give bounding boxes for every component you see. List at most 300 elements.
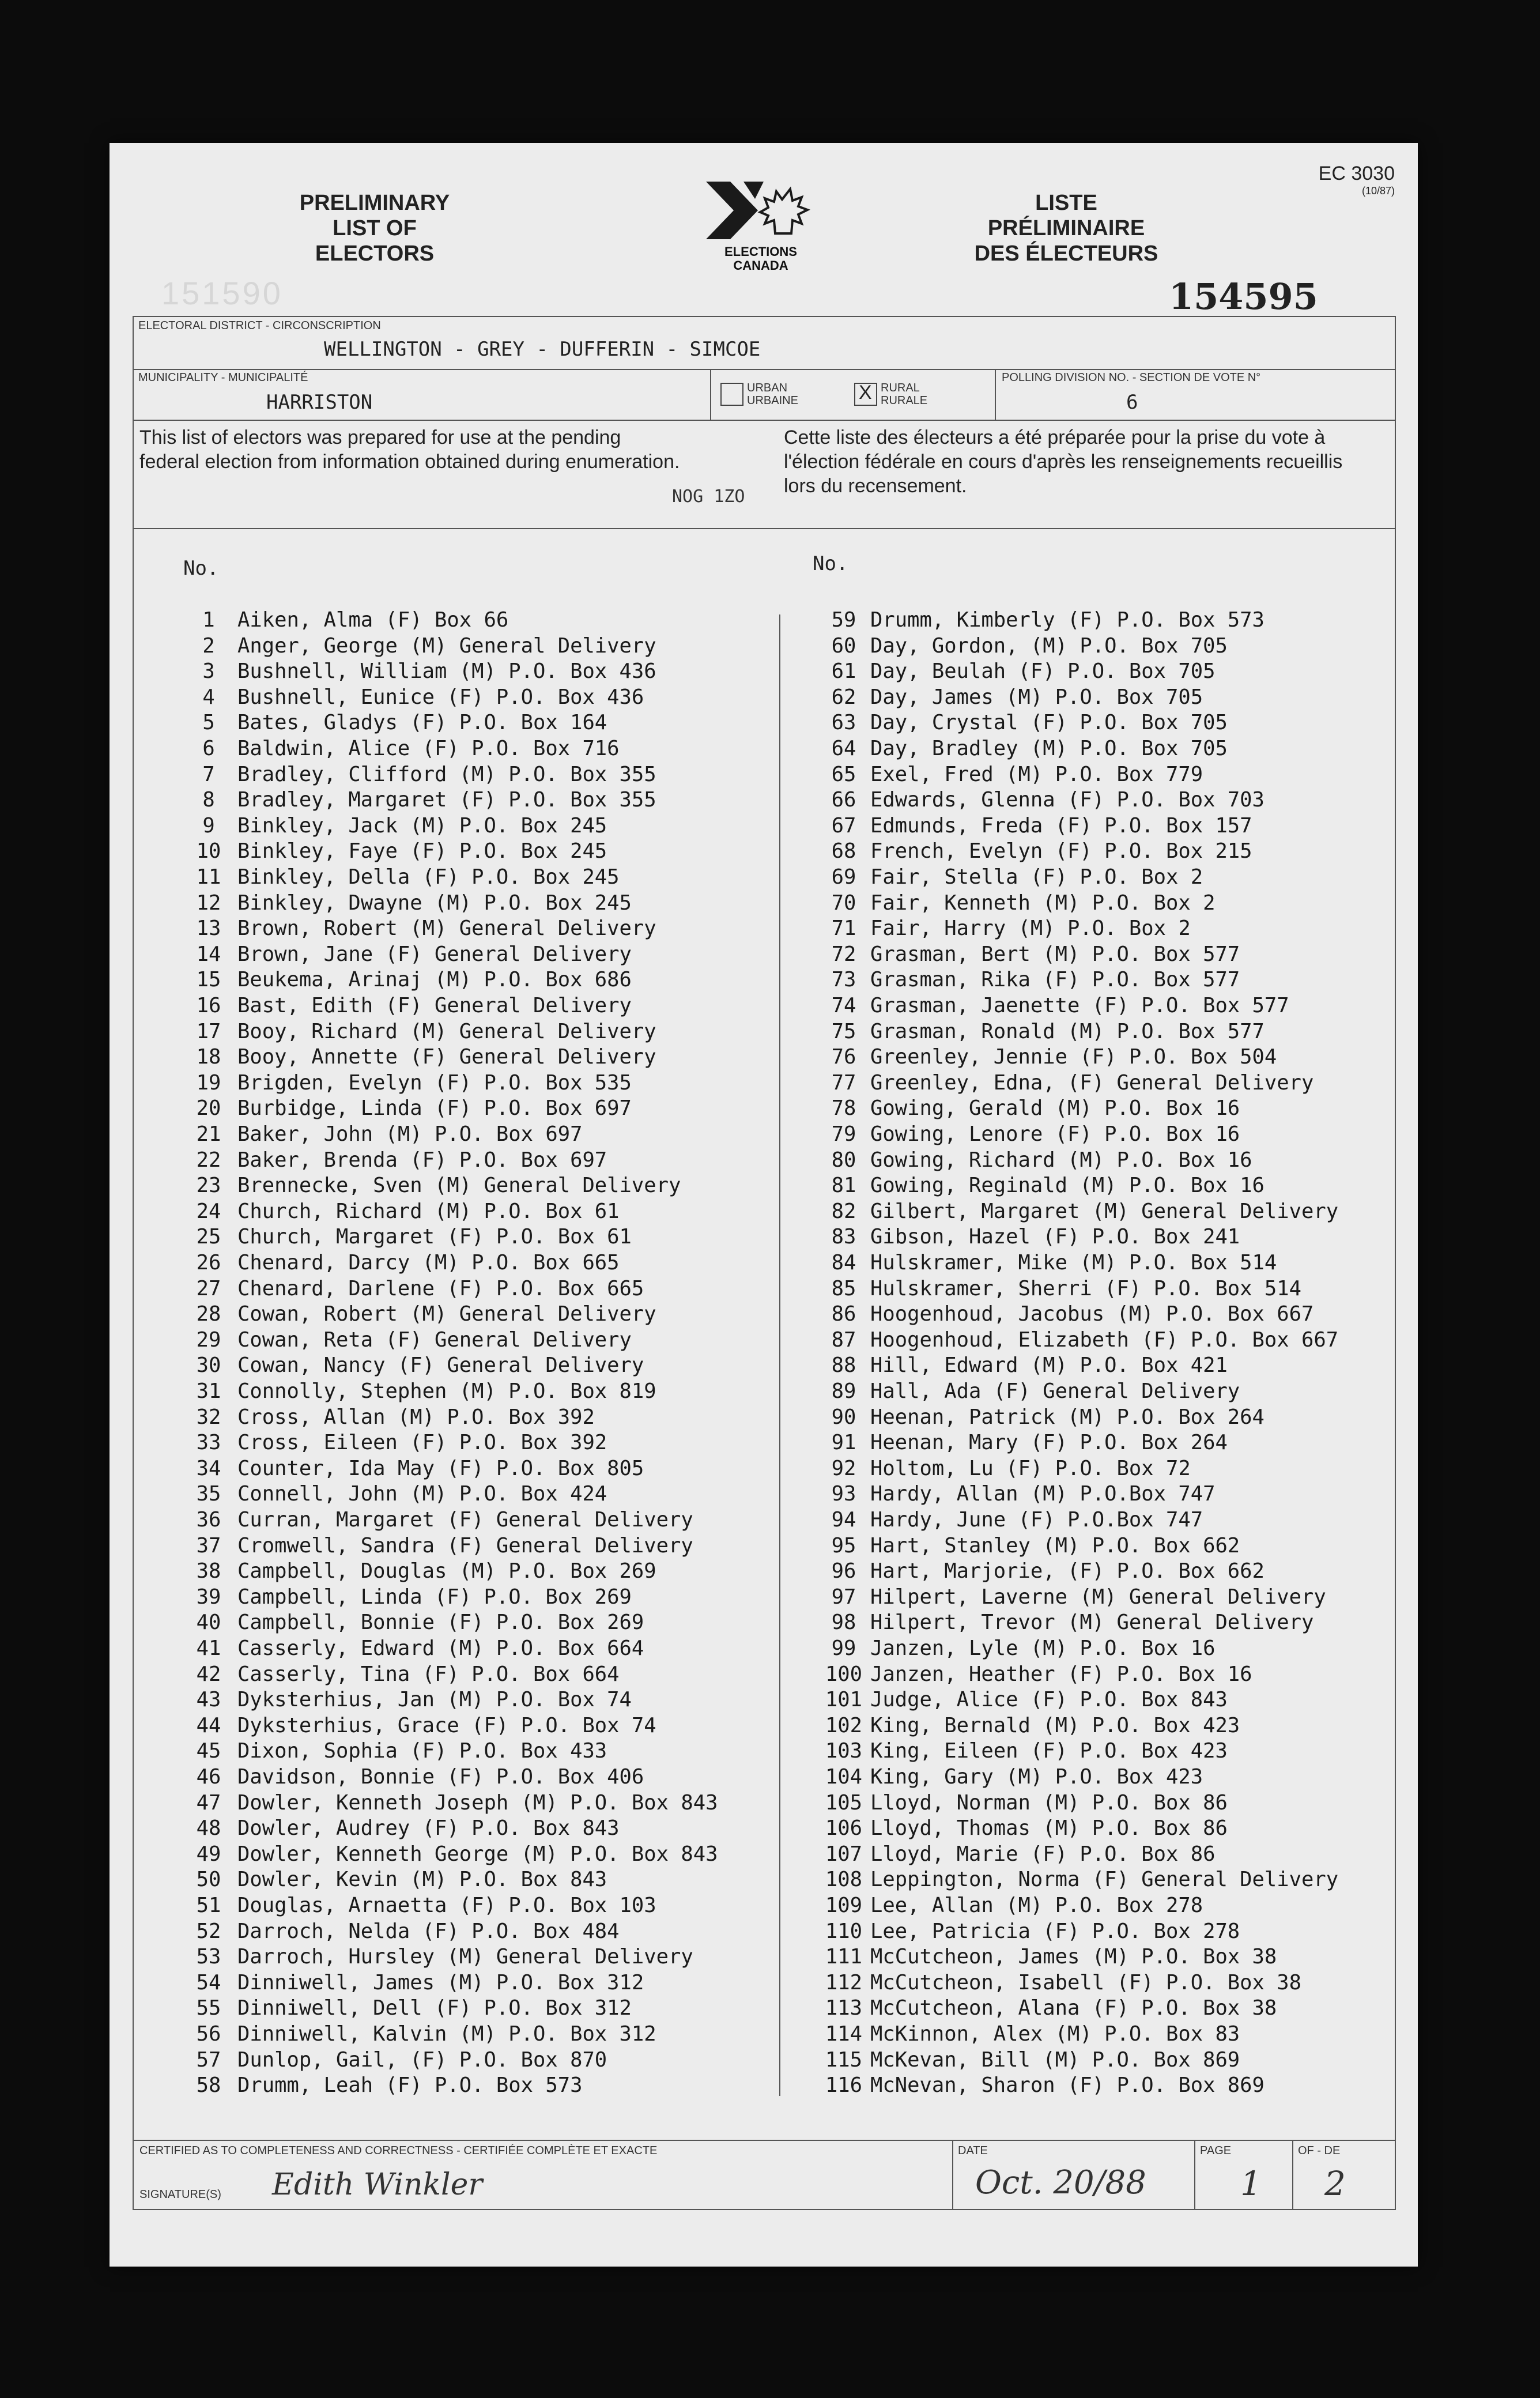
elector-entry: Lee, Allan (M) P.O. Box 278 — [870, 1894, 1203, 1917]
elections-canada-x-leaf-icon — [700, 179, 821, 242]
right-column-header: No. — [813, 552, 848, 575]
elector-entry: Cross, Allan (M) P.O. Box 392 — [237, 1405, 595, 1429]
elector-number: 32 — [196, 1405, 221, 1429]
elector-entry: Judge, Alice (F) P.O. Box 843 — [870, 1688, 1228, 1712]
elector-entry: Aiken, Alma (F) Box 66 — [237, 608, 509, 632]
elector-number: 7 — [202, 762, 215, 786]
elector-row — [817, 787, 1265, 813]
elector-number: 80 — [831, 1148, 856, 1172]
urban-checkbox[interactable] — [720, 383, 743, 406]
elector-number: 103 — [825, 1739, 863, 1763]
elector-entry: Gowing, Richard (M) P.O. Box 16 — [870, 1148, 1252, 1172]
district-value: WELLINGTON - GREY - DUFFERIN - SIMCOE — [324, 338, 761, 361]
elector-entry: Dinniwell, Kalvin (M) P.O. Box 312 — [237, 2022, 656, 2046]
elector-entry: Holtom, Lu (F) P.O. Box 72 — [870, 1456, 1191, 1480]
date-value: Oct. 20/88 — [975, 2164, 1146, 2201]
elector-entry: Cowan, Robert (M) General Delivery — [237, 1302, 656, 1326]
elector-number: 81 — [831, 1174, 856, 1198]
elector-entry: King, Eileen (F) P.O. Box 423 — [870, 1739, 1228, 1763]
elector-number: 95 — [831, 1533, 856, 1558]
elector-row — [180, 659, 656, 684]
elector-entry: Hart, Marjorie, (F) P.O. Box 662 — [870, 1559, 1265, 1583]
elector-row — [180, 1610, 644, 1635]
elector-row — [817, 1996, 1277, 2021]
elector-number: 97 — [831, 1585, 856, 1609]
elector-row — [180, 1019, 656, 1045]
elector-row — [817, 685, 1203, 710]
elector-row — [817, 891, 1215, 916]
elector-row — [180, 1302, 656, 1327]
elector-row — [817, 1353, 1228, 1378]
elector-number: 75 — [831, 1019, 856, 1043]
elector-row — [180, 1970, 644, 1996]
elector-row — [817, 993, 1289, 1019]
of-label: OF - DE — [1298, 2144, 1341, 2157]
elector-number: 108 — [825, 1868, 863, 1892]
elector-row — [180, 787, 656, 813]
elector-number: 37 — [196, 1533, 221, 1558]
elector-entry: Janzen, Heather (F) P.O. Box 16 — [870, 1662, 1252, 1686]
elector-number: 111 — [825, 1945, 863, 1969]
elector-entry: Hart, Stanley (M) P.O. Box 662 — [870, 1533, 1240, 1558]
elector-row — [817, 710, 1228, 736]
elector-entry: Cromwell, Sandra (F) General Delivery — [237, 1533, 693, 1558]
elector-number: 61 — [831, 659, 856, 684]
elector-number: 62 — [831, 685, 856, 709]
elector-row — [180, 1636, 644, 1661]
elector-entry: Campbell, Bonnie (F) P.O. Box 269 — [237, 1611, 644, 1635]
elector-entry: Dowler, Kenneth George (M) P.O. Box 843 — [237, 1842, 718, 1866]
elector-row — [817, 1636, 1215, 1661]
signature: Edith Winkler — [272, 2167, 483, 2202]
elector-number: 51 — [196, 1894, 221, 1917]
elector-entry: McKevan, Bill (M) P.O. Box 869 — [870, 2048, 1240, 2072]
rural-checkbox[interactable]: X — [854, 383, 877, 406]
left-column-header: No. — [183, 557, 219, 580]
elector-row — [180, 1070, 632, 1096]
rural-label — [881, 382, 927, 407]
elector-row — [180, 1224, 632, 1250]
elector-number: 21 — [196, 1122, 221, 1146]
elector-number: 31 — [196, 1379, 221, 1403]
elector-entry: Janzen, Lyle (M) P.O. Box 16 — [870, 1637, 1216, 1660]
elector-entry: Cross, Eileen (F) P.O. Box 392 — [237, 1431, 607, 1455]
elector-entry: Dyksterhius, Jan (M) P.O. Box 74 — [237, 1688, 632, 1712]
elector-entry: Campbell, Linda (F) P.O. Box 269 — [237, 1585, 632, 1609]
elector-row — [817, 1276, 1301, 1302]
elector-row — [817, 659, 1215, 684]
elector-entry: Grasman, Bert (M) P.O. Box 577 — [870, 942, 1240, 966]
elector-number: 43 — [196, 1688, 221, 1712]
elector-entry: King, Bernald (M) P.O. Box 423 — [870, 1713, 1240, 1737]
elector-entry: Hilpert, Laverne (M) General Delivery — [870, 1585, 1326, 1609]
elector-row — [817, 634, 1228, 659]
elector-row — [180, 1276, 644, 1302]
elector-row — [180, 1585, 632, 1610]
elector-row — [817, 736, 1228, 761]
elector-number: 104 — [825, 1765, 863, 1789]
elector-row — [180, 1919, 620, 1944]
elector-number: 73 — [831, 968, 856, 992]
elector-number: 91 — [831, 1431, 856, 1455]
logo-text: ELECTIONS — [724, 244, 797, 259]
elector-number: 17 — [196, 1019, 221, 1043]
elector-entry: Booy, Annette (F) General Delivery — [237, 1045, 656, 1069]
elector-row — [817, 1224, 1240, 1250]
elector-number: 76 — [831, 1045, 856, 1069]
elector-number: 20 — [196, 1096, 221, 1121]
rural-label-fr: RURALE — [881, 394, 928, 407]
elector-entry: Lloyd, Marie (F) P.O. Box 86 — [870, 1842, 1216, 1866]
elector-row — [180, 2048, 607, 2073]
elector-row — [817, 2022, 1240, 2047]
elector-number: 48 — [196, 1816, 221, 1841]
elector-entry: McKinnon, Alex (M) P.O. Box 83 — [870, 2022, 1240, 2046]
elector-row — [180, 1405, 595, 1430]
elector-number: 82 — [831, 1199, 856, 1223]
elector-row — [817, 1122, 1240, 1147]
elector-number: 45 — [196, 1739, 221, 1763]
elector-number: 5 — [202, 711, 215, 735]
elector-number: 25 — [196, 1225, 221, 1249]
elector-row — [817, 1173, 1265, 1198]
elector-number: 69 — [831, 865, 856, 889]
elector-number: 94 — [831, 1508, 856, 1532]
elector-number: 116 — [825, 2073, 863, 2098]
elector-row — [817, 1481, 1215, 1507]
electors-list — [134, 529, 1395, 2140]
title-fr-line: DES ÉLECTEURS — [974, 242, 1158, 266]
elector-row — [180, 967, 632, 993]
elector-entry: Church, Margaret (F) P.O. Box 61 — [237, 1225, 632, 1249]
elector-entry: Leppington, Norma (F) General Delivery — [870, 1868, 1339, 1892]
elector-entry: Fair, Harry (M) P.O. Box 2 — [870, 917, 1191, 941]
elector-row — [180, 1045, 656, 1070]
elector-number: 41 — [196, 1637, 221, 1660]
elector-number: 68 — [831, 839, 856, 864]
elector-number: 74 — [831, 994, 856, 1017]
elector-entry: Chenard, Darcy (M) P.O. Box 665 — [237, 1251, 620, 1275]
elector-entry: Bushnell, William (M) P.O. Box 436 — [237, 659, 656, 684]
elector-number: 58 — [196, 2073, 221, 2098]
date-label: DATE — [958, 2144, 988, 2157]
elector-number: 18 — [196, 1045, 221, 1069]
elector-row — [180, 1199, 620, 1224]
elector-number: 28 — [196, 1302, 221, 1326]
elector-entry: Hulskramer, Mike (M) P.O. Box 514 — [870, 1251, 1277, 1275]
elector-entry: Dunlop, Gail, (F) P.O. Box 870 — [237, 2048, 607, 2072]
elector-entry: Hardy, June (F) P.O.Box 747 — [870, 1508, 1203, 1532]
elector-row — [817, 762, 1203, 787]
elector-number: 67 — [831, 813, 856, 838]
form-code-number: EC 3030 — [1318, 163, 1395, 184]
elector-entry: Day, James (M) P.O. Box 705 — [870, 685, 1203, 709]
elector-number: 101 — [825, 1688, 863, 1712]
polling-division-label: POLLING DIVISION NO. - SECTION DE VOTE N° — [1002, 371, 1261, 384]
elector-number: 84 — [831, 1251, 856, 1275]
elector-number: 56 — [196, 2022, 221, 2046]
elector-entry: McCutcheon, Isabell (F) P.O. Box 38 — [870, 1970, 1302, 1994]
elector-entry: Lee, Patricia (F) P.O. Box 278 — [870, 1919, 1240, 1943]
elector-row — [180, 1893, 656, 1918]
elector-number: 88 — [831, 1353, 856, 1378]
elector-entry: Grasman, Ronald (M) P.O. Box 577 — [870, 1019, 1265, 1043]
elector-number: 83 — [831, 1225, 856, 1249]
elector-row — [817, 1199, 1338, 1224]
municipality-value: HARRISTON — [266, 391, 373, 414]
elector-number: 102 — [825, 1713, 863, 1737]
elector-entry: Gowing, Reginald (M) P.O. Box 16 — [870, 1174, 1265, 1198]
elector-entry: Hill, Edward (M) P.O. Box 421 — [870, 1353, 1228, 1378]
elector-row — [180, 865, 620, 890]
elector-row — [817, 1096, 1240, 1121]
form-revision: (10/87) — [1361, 185, 1395, 197]
elector-row — [180, 685, 644, 710]
elector-row — [180, 710, 607, 736]
postal-code: NOG 1ZO — [672, 487, 745, 507]
elector-row — [817, 1764, 1203, 1790]
elector-number: 46 — [196, 1765, 221, 1789]
elector-number: 44 — [196, 1713, 221, 1737]
divider — [1194, 2141, 1195, 2209]
elector-row — [817, 1893, 1203, 1918]
elector-number: 3 — [202, 659, 215, 684]
elector-entry: Hardy, Allan (M) P.O.Box 747 — [870, 1482, 1216, 1506]
elector-number: 54 — [196, 1970, 221, 1994]
title-en-line: PRELIMINARY — [299, 191, 450, 215]
elector-number: 106 — [825, 1816, 863, 1841]
elector-number: 113 — [825, 1996, 863, 2020]
elector-row — [817, 1944, 1277, 1970]
elector-entry: Hall, Ada (F) General Delivery — [870, 1379, 1240, 1403]
elector-number: 114 — [825, 2022, 863, 2046]
elector-row — [180, 1173, 681, 1198]
elector-row — [817, 1250, 1277, 1276]
elector-number: 8 — [202, 788, 215, 812]
elector-number: 9 — [202, 813, 215, 838]
elector-entry: Bradley, Clifford (M) P.O. Box 355 — [237, 762, 656, 786]
elector-row — [180, 1353, 644, 1378]
elector-entry: McNevan, Sharon (F) P.O. Box 869 — [870, 2073, 1265, 2098]
certified-label: CERTIFIED AS TO COMPLETENESS AND CORRECTNESS - CERTIFIÉE COMPLÈTE ET EXACTE — [139, 2144, 658, 2157]
notice-english: This list of electors was prepared for use at the pending federal election from information obtained during enumeration. — [139, 427, 680, 473]
elector-entry: Curran, Margaret (F) General Delivery — [237, 1508, 693, 1532]
district-label: ELECTORAL DISTRICT - CIRCONSCRIPTION — [138, 319, 381, 332]
elector-number: 47 — [196, 1790, 221, 1815]
district-row — [134, 317, 1395, 370]
elector-number: 23 — [196, 1174, 221, 1198]
title-en-line: ELECTORS — [315, 242, 435, 266]
elector-row — [817, 813, 1252, 839]
elector-row — [180, 1379, 656, 1404]
elections-canada-logo — [697, 179, 824, 277]
elector-row — [180, 942, 632, 967]
elector-entry: Dixon, Sophia (F) P.O. Box 433 — [237, 1739, 607, 1763]
elector-entry: Baker, Brenda (F) P.O. Box 697 — [237, 1148, 607, 1172]
notice-row — [134, 420, 1395, 529]
elector-row — [817, 967, 1240, 993]
elector-entry: Gibson, Hazel (F) P.O. Box 241 — [870, 1225, 1240, 1249]
elector-row — [180, 1713, 656, 1739]
elector-number: 11 — [196, 865, 221, 889]
elector-entry: Dinniwell, Dell (F) P.O. Box 312 — [237, 1996, 632, 2020]
elector-row — [180, 813, 607, 839]
elector-row — [180, 839, 607, 864]
polling-division-value: 6 — [1126, 391, 1138, 414]
elector-entry: McCutcheon, Alana (F) P.O. Box 38 — [870, 1996, 1277, 2020]
page-label: PAGE — [1200, 2144, 1232, 2157]
elector-row — [817, 1045, 1277, 1070]
elector-entry: Connolly, Stephen (M) P.O. Box 819 — [237, 1379, 656, 1403]
elector-number: 89 — [831, 1379, 856, 1403]
elector-row — [180, 1790, 718, 1816]
elector-row — [817, 1919, 1240, 1944]
elector-entry: Gowing, Gerald (M) P.O. Box 16 — [870, 1096, 1240, 1121]
elector-entry: Drumm, Leah (F) P.O. Box 573 — [237, 2073, 583, 2098]
elector-row — [817, 1379, 1240, 1404]
elector-number: 109 — [825, 1894, 863, 1917]
elector-row — [817, 1842, 1215, 1867]
elector-number: 36 — [196, 1508, 221, 1532]
elector-row — [817, 1019, 1265, 1045]
elector-row — [180, 1456, 644, 1481]
elector-number: 110 — [825, 1919, 863, 1943]
elector-entry: Baker, John (M) P.O. Box 697 — [237, 1122, 583, 1146]
elector-row — [180, 762, 656, 787]
elector-number: 39 — [196, 1585, 221, 1609]
elector-number: 49 — [196, 1842, 221, 1866]
elector-row — [180, 1559, 656, 1584]
elector-row — [817, 1507, 1203, 1533]
elector-entry: Casserly, Edward (M) P.O. Box 664 — [237, 1637, 644, 1660]
elector-row — [817, 1816, 1228, 1841]
elector-number: 13 — [196, 917, 221, 941]
elector-number: 112 — [825, 1970, 863, 1994]
title-en-line: LIST OF — [333, 216, 417, 240]
elector-number: 96 — [831, 1559, 856, 1583]
elector-entry: Heenan, Mary (F) P.O. Box 264 — [870, 1431, 1228, 1455]
elector-number: 12 — [196, 891, 221, 915]
elector-entry: Brennecke, Sven (M) General Delivery — [237, 1174, 681, 1198]
elector-number: 92 — [831, 1456, 856, 1480]
elector-entry: Gilbert, Margaret (M) General Delivery — [870, 1199, 1339, 1223]
elector-number: 53 — [196, 1945, 221, 1969]
elector-row — [817, 1559, 1265, 1584]
certification-footer — [134, 2140, 1395, 2209]
elector-entry: McCutcheon, James (M) P.O. Box 38 — [870, 1945, 1277, 1969]
elector-entry: French, Evelyn (F) P.O. Box 215 — [870, 839, 1252, 864]
elector-entry: Darroch, Hursley (M) General Delivery — [237, 1945, 693, 1969]
elector-entry: Day, Bradley (M) P.O. Box 705 — [870, 737, 1228, 760]
elector-entry: Fair, Kenneth (M) P.O. Box 2 — [870, 891, 1216, 915]
elector-number: 79 — [831, 1122, 856, 1146]
elector-entry: Cowan, Nancy (F) General Delivery — [237, 1353, 644, 1378]
elector-number: 70 — [831, 891, 856, 915]
elector-row — [817, 1713, 1240, 1739]
divider — [952, 2141, 953, 2209]
elector-number: 85 — [831, 1276, 856, 1300]
elector-number: 90 — [831, 1405, 856, 1429]
urban-label — [747, 382, 798, 407]
elector-row — [180, 736, 620, 761]
elector-number: 6 — [202, 737, 215, 760]
elector-number: 86 — [831, 1302, 856, 1326]
signature-label: SIGNATURE(S) — [139, 2188, 221, 2201]
elector-row — [817, 1456, 1191, 1481]
elector-number: 63 — [831, 711, 856, 735]
elector-row — [817, 1148, 1252, 1173]
elector-row — [180, 1739, 607, 1764]
elector-entry: Campbell, Douglas (M) P.O. Box 269 — [237, 1559, 656, 1583]
elector-number: 60 — [831, 634, 856, 658]
elector-entry: Brown, Robert (M) General Delivery — [237, 917, 656, 941]
elector-row — [817, 1405, 1265, 1430]
elector-number: 50 — [196, 1868, 221, 1892]
elector-entry: Beukema, Arinaj (M) P.O. Box 686 — [237, 968, 632, 992]
elector-entry: Edwards, Glenna (F) P.O. Box 703 — [870, 788, 1265, 812]
elector-entry: Fair, Stella (F) P.O. Box 2 — [870, 865, 1203, 889]
elector-number: 24 — [196, 1199, 221, 1223]
elector-entry: Dowler, Kenneth Joseph (M) P.O. Box 843 — [237, 1790, 718, 1815]
elector-entry: Binkley, Faye (F) P.O. Box 245 — [237, 839, 607, 864]
elector-entry: Dinniwell, James (M) P.O. Box 312 — [237, 1970, 644, 1994]
elector-row — [180, 993, 632, 1019]
municipality-label: MUNICIPALITY - MUNICIPALITÉ — [138, 371, 308, 384]
elector-row — [180, 1096, 632, 1121]
divider — [1292, 2141, 1293, 2209]
elector-entry: Bates, Gladys (F) P.O. Box 164 — [237, 711, 607, 735]
elector-number: 107 — [825, 1842, 863, 1866]
elector-number: 22 — [196, 1148, 221, 1172]
elector-number: 77 — [831, 1070, 856, 1095]
elector-entry: Bushnell, Eunice (F) P.O. Box 436 — [237, 685, 644, 709]
elector-number: 100 — [825, 1662, 863, 1686]
serial-number: 154595 — [1169, 276, 1318, 318]
elector-row — [817, 1687, 1228, 1713]
divider — [995, 369, 996, 420]
elector-row — [817, 1790, 1228, 1816]
elector-number: 78 — [831, 1096, 856, 1121]
urban-label-en: URBAN — [747, 382, 788, 394]
elector-number: 29 — [196, 1328, 221, 1352]
elector-number: 33 — [196, 1431, 221, 1455]
elector-row — [817, 2048, 1240, 2073]
elector-number: 59 — [831, 608, 856, 632]
elector-entry: Exel, Fred (M) P.O. Box 779 — [870, 762, 1203, 786]
elector-row — [817, 1867, 1338, 1892]
elector-row — [180, 1687, 632, 1713]
elector-number: 55 — [196, 1996, 221, 2020]
elector-number: 26 — [196, 1251, 221, 1275]
elector-entry: Casserly, Tina (F) P.O. Box 664 — [237, 1662, 620, 1686]
elector-row — [817, 608, 1265, 633]
elector-number: 10 — [196, 839, 221, 864]
elector-row — [817, 916, 1191, 941]
elector-entry: Hulskramer, Sherri (F) P.O. Box 514 — [870, 1276, 1302, 1300]
elector-row — [817, 2073, 1265, 2098]
elector-entry: Dyksterhius, Grace (F) P.O. Box 74 — [237, 1713, 656, 1737]
elector-entry: Binkley, Dwayne (M) P.O. Box 245 — [237, 891, 632, 915]
elector-entry: Davidson, Bonnie (F) P.O. Box 406 — [237, 1765, 644, 1789]
elector-row — [817, 1430, 1228, 1456]
elector-entry: Booy, Richard (M) General Delivery — [237, 1019, 656, 1043]
elector-row — [817, 1970, 1301, 1996]
elector-number: 19 — [196, 1070, 221, 1095]
elector-entry: Greenley, Jennie (F) P.O. Box 504 — [870, 1045, 1277, 1069]
elector-entry: Anger, George (M) General Delivery — [237, 634, 656, 658]
elector-row — [180, 1533, 693, 1559]
elector-entry: Cowan, Reta (F) General Delivery — [237, 1328, 632, 1352]
